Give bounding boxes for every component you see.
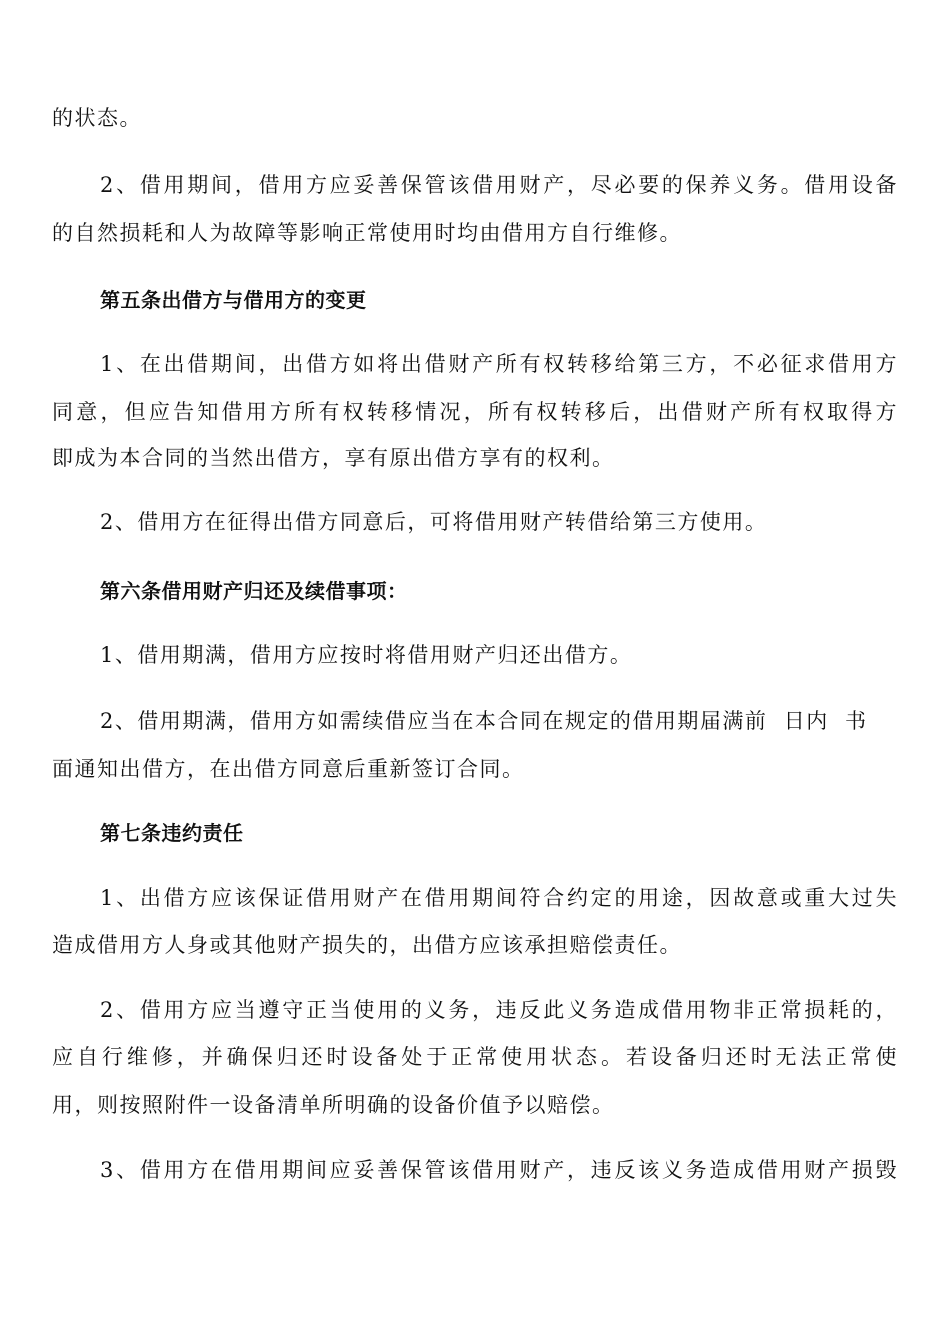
text-line: 造成借用方人身或其他财产损失的，出借方应该承担赔偿责任。 bbox=[52, 933, 682, 957]
section-heading: 第五条出借方与借用方的变更 bbox=[100, 288, 367, 312]
text-line: 2、借用方在征得出借方同意后，可将借用财产转借给第三方使用。 bbox=[100, 510, 768, 534]
text-line: 面通知出借方，在出借方同意后重新签订合同。 bbox=[52, 757, 525, 781]
text-line: 1、出借方应该保证借用财产在借用期间符合约定的用途，因故意或重大过失 bbox=[100, 886, 898, 910]
text-line: 同意，但应告知借用方所有权转移情况，所有权转移后，出借财产所有权取得方 bbox=[52, 400, 898, 424]
text-line: 的自然损耗和人为故障等影响正常使用时均由借用方自行维修。 bbox=[52, 221, 682, 245]
text-line: 1、在出借期间，出借方如将出借财产所有权转移给第三方，不必征求借用方 bbox=[100, 352, 898, 376]
text-line: 用，则按照附件一设备清单所明确的设备价值予以赔偿。 bbox=[52, 1093, 615, 1117]
text-line: 1、借用期满，借用方应按时将借用财产归还出借方。 bbox=[100, 643, 633, 667]
section-heading: 第七条违约责任 bbox=[100, 821, 244, 845]
text-line: 2、借用期满，借用方如需续借应当在本合同在规定的借用期届满前 日内 书 bbox=[100, 709, 868, 733]
text-line: 2、借用期间，借用方应妥善保管该借用财产，尽必要的保养义务。借用设备 bbox=[100, 173, 898, 197]
text-line: 即成为本合同的当然出借方，享有原出借方享有的权利。 bbox=[52, 446, 615, 470]
text-line: 3、借用方在借用期间应妥善保管该借用财产，违反该义务造成借用财产损毁 bbox=[100, 1158, 898, 1182]
text-line: 的状态。 bbox=[52, 106, 142, 130]
section-heading: 第六条借用财产归还及续借事项： bbox=[100, 579, 408, 603]
text-line: 应自行维修，并确保归还时设备处于正常使用状态。若设备归还时无法正常使 bbox=[52, 1045, 898, 1069]
text-line: 2、借用方应当遵守正当使用的义务，违反此义务造成借用物非正常损耗的， bbox=[100, 998, 898, 1022]
